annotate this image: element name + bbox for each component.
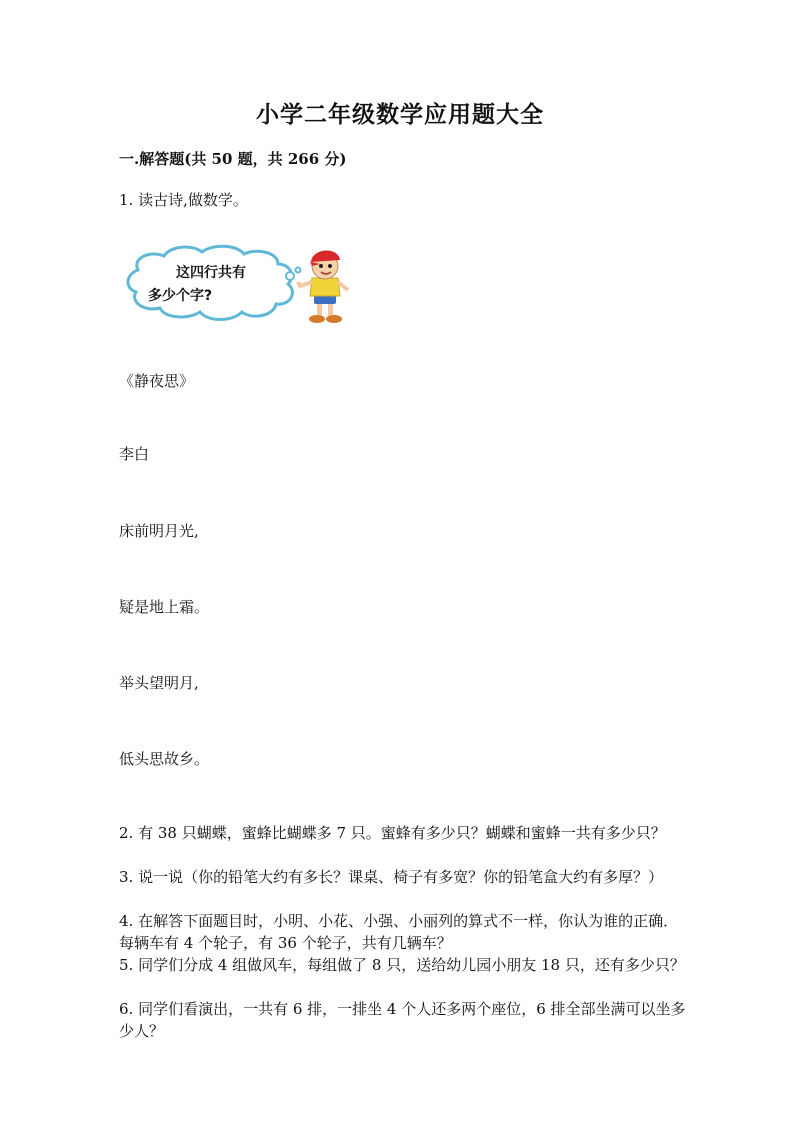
question-5: 5. 同学们分成 4 组做风车，每组做了 8 只，送给幼儿园小朋友 18 只，还有多少只？ — [119, 956, 685, 974]
question-4: 4. 在解答下面题目时，小明、小花、小强、小丽列的算式不一样，你认为谁的正确．每辆车有 4 个轮子，有 36 个轮子，共有几辆车？ — [119, 912, 679, 952]
question-2: 2. 有 38 只蝴蝶，蜜蜂比蝴蝶多 7 只。蜜蜂有多少只？蝴蝶和蜜蜂一共有多少只？ — [119, 824, 666, 842]
poem-line: 疑是地上霜。 — [119, 598, 210, 616]
poem-line: 床前明月光, — [119, 522, 199, 540]
poem-line: 低头思故乡。 — [119, 750, 210, 768]
bubble-text-line-1: 这四行共有 — [176, 265, 246, 281]
section-heading: 一.解答题(共 50 题，共 266 分) — [119, 150, 347, 168]
question-6: 6. 同学们看演出，一共有 6 排，一排坐 4 个人还多两个座位，6 排全部坐满可以坐多少人？ — [119, 1000, 686, 1040]
poem-author: 李白 — [119, 445, 150, 463]
speech-bubble-illustration — [118, 240, 358, 330]
speech-bubble-icon — [128, 246, 293, 319]
page-title: 小学二年级数学应用题大全 — [256, 101, 544, 128]
question-3: 3. 说一说（你的铅笔大约有多长？课桌、椅子有多宽？你的铅笔盒大约有多厚？） — [119, 868, 664, 886]
poem-line: 举头望明月, — [119, 674, 199, 692]
question-1-prompt: 1. 读古诗,做数学。 — [119, 191, 248, 209]
poem-title: 《静夜思》 — [119, 372, 195, 390]
cartoon-boy-icon — [298, 250, 348, 323]
bubble-text-line-2: 多少个字? — [148, 288, 213, 304]
